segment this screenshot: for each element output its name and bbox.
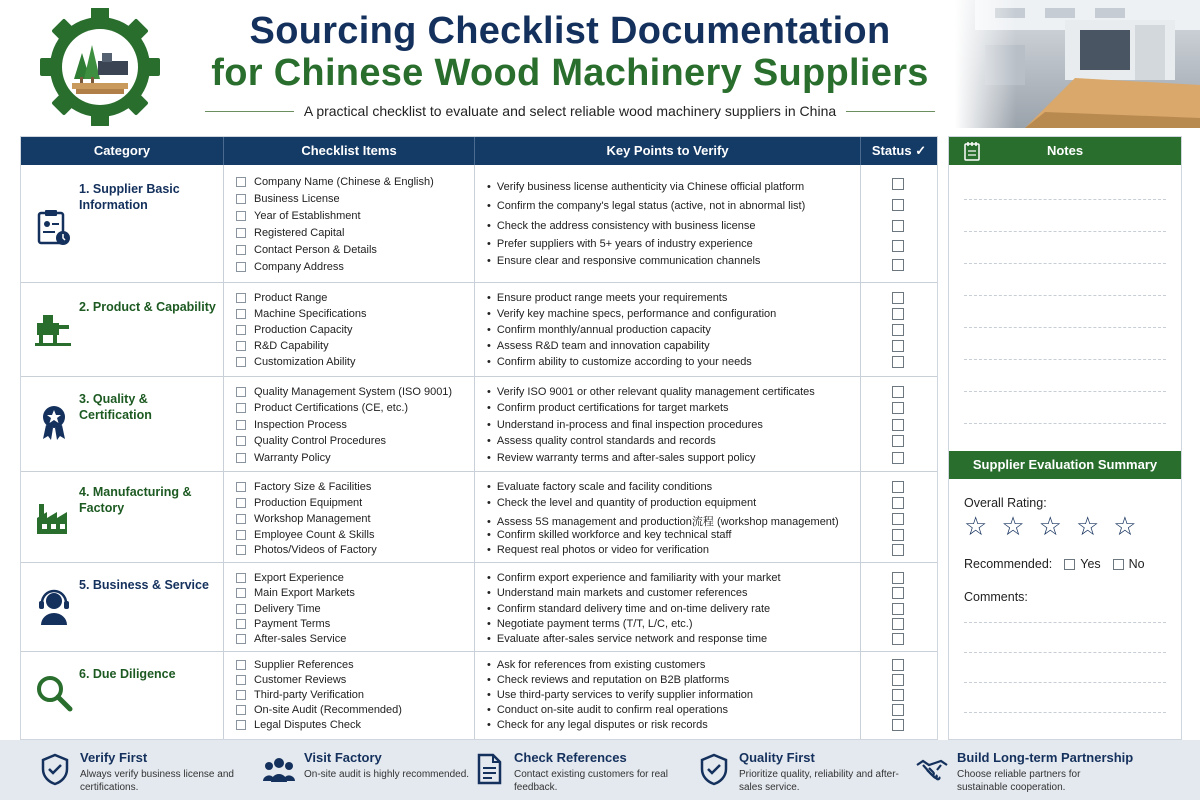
status-checkbox[interactable]: [892, 513, 904, 525]
checklist-table: [20, 136, 938, 740]
checklist-item[interactable]: [236, 308, 367, 320]
overall-rating-label: Overall Rating:: [964, 496, 1047, 510]
notes-header: [949, 137, 1181, 165]
notes-panel: [948, 136, 1182, 740]
item-label: Warranty Policy: [254, 452, 331, 464]
item-label: Payment Terms: [254, 618, 331, 630]
item-checkbox[interactable]: [236, 482, 246, 492]
item-label: Delivery Time: [254, 603, 321, 615]
item-label: Production Capacity: [254, 324, 353, 336]
section-business-service: [21, 563, 937, 652]
section-manufacturing-factory: [21, 472, 937, 563]
keys-cell: [475, 165, 861, 282]
item-checkbox[interactable]: [236, 545, 246, 555]
keys-cell: [475, 472, 861, 562]
checklist-item[interactable]: [236, 544, 377, 556]
items-cell: [224, 472, 475, 562]
category-cell: [21, 165, 224, 282]
item-checkbox[interactable]: [236, 675, 246, 685]
item-label: Employee Count & Skills: [254, 529, 375, 541]
status-cell: [861, 165, 937, 282]
comment-line: [964, 622, 1166, 623]
checklist-item[interactable]: [236, 386, 452, 398]
tip-description: On-site audit is highly recommended.: [304, 769, 470, 780]
section-due-diligence: [21, 652, 937, 739]
status-cell: [861, 652, 937, 739]
checklist-item[interactable]: [236, 704, 402, 716]
key-point: • Check for any legal disputes or risk records: [487, 719, 708, 731]
checklist-item[interactable]: [236, 356, 356, 368]
status-checkbox[interactable]: [892, 324, 904, 336]
checklist-item[interactable]: [236, 324, 352, 336]
key-point: • Check reviews and reputation on B2B platforms: [487, 674, 729, 686]
item-checkbox[interactable]: [236, 634, 246, 644]
status-checkbox[interactable]: [892, 435, 904, 447]
tip-quality-first: [697, 748, 907, 796]
status-checkbox[interactable]: [892, 178, 904, 190]
key-point: • Confirm export experience and familiarity with your market: [487, 572, 781, 584]
star-icon[interactable]: ☆: [1075, 511, 1100, 541]
factory-icon: [33, 498, 75, 540]
recommended-label: Recommended:: [964, 557, 1053, 571]
item-checkbox[interactable]: [236, 325, 246, 335]
item-checkbox[interactable]: [236, 573, 246, 583]
item-label: Main Export Markets: [254, 587, 355, 599]
tip-title: Quality First: [739, 750, 815, 765]
key-point: • Confirm product certifications for target markets: [487, 402, 729, 414]
key-point: • Assess quality control standards and records: [487, 435, 716, 447]
item-label: Customization Ability: [254, 356, 356, 368]
checklist-item[interactable]: [236, 603, 321, 615]
checklist-item[interactable]: [236, 481, 371, 493]
star-icon[interactable]: ☆: [964, 511, 988, 541]
item-checkbox[interactable]: [236, 387, 246, 397]
people-icon: [262, 752, 296, 786]
checklist-item[interactable]: [236, 633, 346, 645]
items-cell: [224, 652, 475, 739]
header-items: Checklist Items: [224, 137, 475, 165]
category-title: 5. Business & Service: [79, 578, 209, 592]
category-cell: [21, 283, 224, 376]
star-icon[interactable]: ☆: [1038, 511, 1062, 541]
tip-description: Always verify business license and certifications.: [80, 769, 234, 793]
tip-check-references: [472, 748, 687, 796]
recommended-no-checkbox[interactable]: [1113, 559, 1124, 570]
status-checkbox[interactable]: [892, 292, 904, 304]
keys-cell: [475, 563, 861, 651]
checklist-item[interactable]: [236, 587, 355, 599]
key-point: • Ask for references from existing customers: [487, 659, 705, 671]
item-label: Photos/Videos of Factory: [254, 544, 377, 556]
status-cell: [861, 563, 937, 651]
item-label: R&D Capability: [254, 340, 329, 352]
item-label: On-site Audit (Recommended): [254, 704, 402, 716]
recommended-no-label: No: [1128, 557, 1145, 571]
notepad-icon: [963, 141, 981, 161]
tip-title: Build Long-term Partnership: [957, 750, 1134, 765]
item-checkbox[interactable]: [236, 453, 246, 463]
key-point: • Verify ISO 9001 or other relevant quality management certificates: [487, 386, 815, 398]
item-label: Customer Reviews: [254, 674, 347, 686]
status-checkbox[interactable]: [892, 618, 904, 630]
status-cell: [861, 377, 937, 471]
item-checkbox[interactable]: [236, 245, 246, 255]
page-title-line1: Sourcing Checklist Documentation: [249, 10, 891, 52]
tip-long-term-partnership: [915, 748, 1185, 796]
item-label: Product Range: [254, 292, 328, 304]
key-point: • Confirm the company's legal status (active, not in abnormal list): [487, 200, 805, 212]
note-line: [964, 423, 1166, 424]
status-checkbox[interactable]: [892, 587, 904, 599]
note-line: [964, 391, 1166, 392]
note-line: [964, 263, 1166, 264]
subtitle-row: [205, 100, 935, 122]
handshake-icon: [915, 752, 949, 786]
item-label: Company Name (Chinese & English): [254, 176, 434, 188]
key-point: • Understand main markets and customer references: [487, 587, 748, 599]
key-point: • Verify business license authenticity via Chinese official platform: [487, 181, 804, 193]
key-point: • Confirm monthly/annual production capacity: [487, 324, 711, 336]
award-icon: [33, 401, 75, 443]
note-line: [964, 231, 1166, 232]
section-supplier-basic-info: [21, 165, 937, 283]
item-label: Business License: [254, 193, 340, 205]
item-checkbox[interactable]: [236, 262, 246, 272]
key-point: • Prefer suppliers with 5+ years of industry experience: [487, 238, 753, 250]
tip-verify-first: [38, 748, 253, 796]
key-point: • Review warranty terms and after-sales support policy: [487, 452, 755, 464]
status-checkbox[interactable]: [892, 340, 904, 352]
comments-label: Comments:: [964, 590, 1028, 604]
key-point: • Conduct on-site audit to confirm real operations: [487, 704, 728, 716]
page-title-line2: for Chinese Wood Machinery Suppliers: [211, 52, 929, 94]
star-icon[interactable]: ☆: [1113, 511, 1137, 541]
tip-title: Verify First: [80, 750, 148, 765]
key-point: • Ensure product range meets your requirements: [487, 292, 727, 304]
checklist-item[interactable]: [236, 244, 377, 256]
checklist-item[interactable]: [236, 193, 340, 205]
tip-description: Contact existing customers for real feedback.: [514, 769, 668, 793]
status-cell: [861, 472, 937, 562]
status-cell: [861, 283, 937, 376]
checklist-item[interactable]: [236, 419, 347, 431]
item-checkbox[interactable]: [236, 357, 246, 367]
item-label: Quality Management System (ISO 9001): [254, 386, 453, 398]
item-label: Legal Disputes Check: [254, 719, 362, 731]
tip-visit-factory: [262, 748, 472, 796]
key-point: • Evaluate factory scale and facility conditions: [487, 481, 712, 493]
items-cell: [224, 563, 475, 651]
category-title: 2. Product & Capability: [79, 300, 216, 314]
subtitle-divider-right: [846, 111, 935, 112]
status-checkbox[interactable]: [892, 402, 904, 414]
key-point: • Check the level and quantity of production equipment: [487, 497, 756, 509]
machine-icon: [33, 309, 75, 351]
item-checkbox[interactable]: [236, 177, 246, 187]
item-checkbox[interactable]: [236, 211, 246, 221]
notes-title: Notes: [1046, 143, 1084, 158]
note-line: [964, 199, 1166, 200]
shield-check-icon: [38, 752, 72, 786]
item-label: Third-party Verification: [254, 689, 365, 701]
item-checkbox[interactable]: [236, 720, 246, 730]
status-checkbox[interactable]: [892, 220, 904, 232]
checklist-item[interactable]: [236, 402, 408, 414]
key-point: • Ensure clear and responsive communication channels: [487, 255, 760, 267]
status-checkbox[interactable]: [892, 452, 904, 464]
item-label: Workshop Management: [254, 513, 371, 525]
checklist-item[interactable]: [236, 659, 354, 671]
item-label: After-sales Service: [254, 633, 347, 645]
checklist-item[interactable]: [236, 572, 344, 584]
category-title: 1. Supplier Basic Information: [79, 182, 180, 212]
item-label: Quality Control Procedures: [254, 435, 387, 447]
item-label: Inspection Process: [254, 419, 347, 431]
key-point: • Assess R&D team and innovation capability: [487, 340, 710, 352]
status-checkbox[interactable]: [892, 497, 904, 509]
status-checkbox[interactable]: [892, 419, 904, 431]
header-status: Status ✓: [871, 143, 927, 158]
comment-line: [964, 712, 1166, 713]
key-point: • Assess 5S management and production流程 (workshop management): [487, 513, 839, 529]
star-rating[interactable]: [964, 513, 1137, 539]
item-checkbox[interactable]: [236, 619, 246, 629]
status-checkbox[interactable]: [892, 199, 904, 211]
items-cell: [224, 165, 475, 282]
subtitle-divider-left: [205, 111, 294, 112]
checklist-item[interactable]: [236, 719, 361, 731]
status-checkbox[interactable]: [892, 572, 904, 584]
summary-header: Supplier Evaluation Summary: [949, 451, 1181, 479]
gear-logo-icon: [36, 8, 164, 126]
shield-check-icon: [697, 752, 731, 786]
item-checkbox[interactable]: [236, 514, 246, 524]
key-point: • Request real photos or video for verification: [487, 544, 709, 556]
checklist-item[interactable]: [236, 618, 330, 630]
key-point: • Negotiate payment terms (T/T, L/C, etc.): [487, 618, 692, 630]
footer-tips: [0, 740, 1200, 800]
checklist-item[interactable]: [236, 689, 364, 701]
item-checkbox[interactable]: [236, 341, 246, 351]
tip-title: Check References: [514, 750, 627, 765]
checklist-item[interactable]: [236, 452, 331, 464]
status-checkbox[interactable]: [892, 603, 904, 615]
item-checkbox[interactable]: [236, 309, 246, 319]
comment-line: [964, 682, 1166, 683]
item-checkbox[interactable]: [236, 420, 246, 430]
header-category: Category: [21, 137, 224, 165]
category-cell: [21, 472, 224, 562]
keys-cell: [475, 283, 861, 376]
keys-cell: [475, 377, 861, 471]
item-checkbox[interactable]: [236, 228, 246, 238]
tip-description: Prioritize quality, reliability and after-sales service.: [739, 769, 899, 793]
key-point: • Use third-party services to verify supplier information: [487, 689, 753, 701]
key-point: • Evaluate after-sales service network and response time: [487, 633, 767, 645]
item-checkbox[interactable]: [236, 604, 246, 614]
category-title: 3. Quality & Certification: [79, 392, 152, 422]
status-checkbox[interactable]: [892, 704, 904, 716]
checklist-item[interactable]: [236, 435, 386, 447]
status-checkbox[interactable]: [892, 240, 904, 252]
header-keys: Key Points to Verify: [475, 137, 861, 165]
item-label: Export Experience: [254, 572, 344, 584]
status-checkbox[interactable]: [892, 544, 904, 556]
checklist-item[interactable]: [236, 261, 344, 273]
item-label: Year of Establishment: [254, 210, 361, 222]
item-checkbox[interactable]: [236, 293, 246, 303]
key-point: • Verify key machine specs, performance and configuration: [487, 308, 776, 320]
status-checkbox[interactable]: [892, 674, 904, 686]
item-checkbox[interactable]: [236, 660, 246, 670]
factory-machine-photo: [955, 0, 1200, 128]
item-checkbox[interactable]: [236, 498, 246, 508]
item-label: Production Equipment: [254, 497, 363, 509]
checklist-item[interactable]: [236, 340, 329, 352]
checklist-item[interactable]: [236, 227, 345, 239]
items-cell: [224, 283, 475, 376]
key-point: • Confirm skilled workforce and key technical staff: [487, 529, 731, 541]
keys-cell: [475, 652, 861, 739]
item-label: Product Certifications (CE, etc.): [254, 402, 409, 414]
category-cell: [21, 377, 224, 471]
comment-line: [964, 652, 1166, 653]
status-checkbox[interactable]: [892, 481, 904, 493]
checklist-item[interactable]: [236, 292, 327, 304]
page-subtitle: A practical checklist to evaluate and select reliable wood machinery suppliers in China: [303, 103, 837, 119]
checklist-item[interactable]: [236, 210, 361, 222]
status-checkbox[interactable]: [892, 659, 904, 671]
item-checkbox[interactable]: [236, 194, 246, 204]
note-line: [964, 359, 1166, 360]
status-checkbox[interactable]: [892, 386, 904, 398]
checklist-item[interactable]: [236, 176, 434, 188]
item-label: Machine Specifications: [254, 308, 367, 320]
category-cell: [21, 563, 224, 651]
status-checkbox[interactable]: [892, 633, 904, 645]
recommended-yes-checkbox[interactable]: [1064, 559, 1075, 570]
recommended-row: [964, 557, 1145, 571]
key-point: • Check the address consistency with business license: [487, 220, 756, 232]
category-cell: [21, 652, 224, 739]
status-checkbox[interactable]: [892, 356, 904, 368]
item-label: Contact Person & Details: [254, 244, 377, 256]
item-label: Supplier References: [254, 659, 354, 671]
item-checkbox[interactable]: [236, 588, 246, 598]
key-point: • Understand in-process and final inspection procedures: [487, 419, 763, 431]
status-checkbox[interactable]: [892, 719, 904, 731]
clipboard-icon: [33, 207, 75, 249]
document-icon: [472, 752, 506, 786]
item-label: Registered Capital: [254, 227, 345, 239]
star-icon[interactable]: ☆: [1001, 511, 1025, 541]
table-header: [21, 137, 937, 165]
item-checkbox[interactable]: [236, 705, 246, 715]
category-title: 6. Due Diligence: [79, 667, 176, 681]
section-product-capability: [21, 283, 937, 377]
status-checkbox[interactable]: [892, 259, 904, 271]
tip-description: Choose reliable partners for sustainable cooperation.: [957, 769, 1081, 793]
section-quality-certification: [21, 377, 937, 472]
item-checkbox[interactable]: [236, 403, 246, 413]
note-line: [964, 327, 1166, 328]
status-checkbox[interactable]: [892, 689, 904, 701]
items-cell: [224, 377, 475, 471]
key-point: • Confirm ability to customize according to your needs: [487, 356, 752, 368]
key-point: • Confirm standard delivery time and on-time delivery rate: [487, 603, 770, 615]
checklist-item[interactable]: [236, 674, 346, 686]
note-line: [964, 295, 1166, 296]
headset-icon: [33, 585, 75, 627]
status-checkbox[interactable]: [892, 529, 904, 541]
item-checkbox[interactable]: [236, 436, 246, 446]
item-checkbox[interactable]: [236, 690, 246, 700]
item-label: Factory Size & Facilities: [254, 481, 372, 493]
recommended-yes-label: Yes: [1080, 557, 1101, 571]
status-checkbox[interactable]: [892, 308, 904, 320]
checklist-item[interactable]: [236, 529, 374, 541]
checklist-item[interactable]: [236, 497, 362, 509]
header: [0, 0, 1200, 130]
item-label: Company Address: [254, 261, 344, 273]
item-checkbox[interactable]: [236, 530, 246, 540]
category-title: 4. Manufacturing & Factory: [79, 485, 192, 515]
checklist-item[interactable]: [236, 513, 371, 525]
tip-title: Visit Factory: [304, 750, 382, 765]
magnifier-icon: [33, 672, 75, 714]
